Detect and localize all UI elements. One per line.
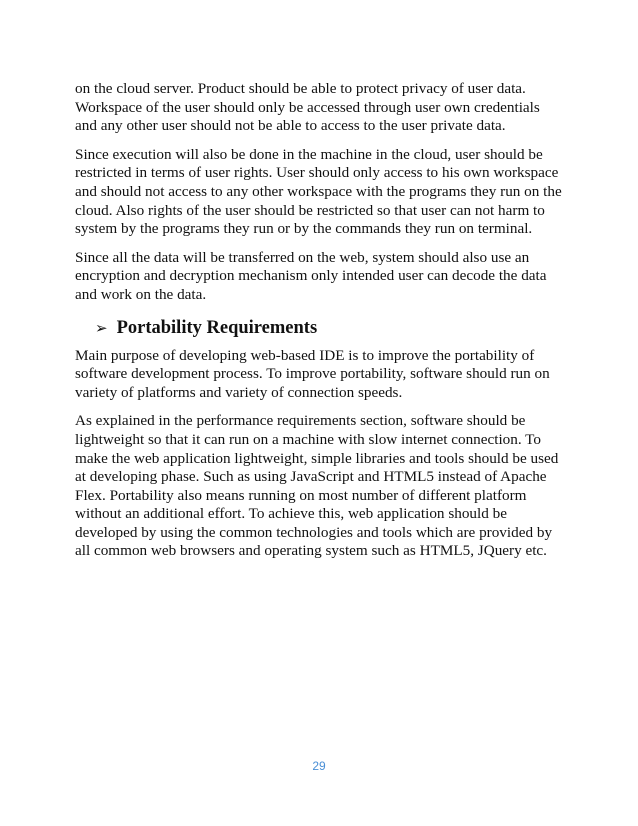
text-line: all common web browsers and operating system such as HTML5, JQuery etc. bbox=[75, 542, 547, 560]
page-content bbox=[75, 80, 567, 571]
text-line: cloud. Also rights of the user should be restricted so that user can not harm to bbox=[75, 201, 545, 219]
page-number: 29 bbox=[312, 759, 326, 773]
text-line: lightweight so that it can run on a machine with slow internet connection. To bbox=[75, 430, 541, 448]
arrow-bullet-icon: ➢ bbox=[95, 318, 108, 337]
text-line: and work on the data. bbox=[75, 285, 207, 303]
paragraph-user-rights bbox=[75, 146, 567, 239]
text-line: variety of platforms and variety of connection speeds. bbox=[75, 383, 403, 401]
paragraph-privacy bbox=[75, 80, 567, 136]
paragraph-lightweight bbox=[75, 412, 567, 561]
text-line: at developing phase. Such as using JavaScript and HTML5 instead of Apache bbox=[75, 468, 547, 486]
text-line: encryption and decryption mechanism only intended user can decode the data bbox=[75, 267, 547, 285]
paragraph-encryption bbox=[75, 249, 567, 305]
text-line: without an additional effort. To achieve this, web application should be bbox=[75, 505, 507, 523]
text-line: developed by using the common technologies and tools which are provided by bbox=[75, 523, 553, 541]
text-line: software development process. To improve portability, software should run on bbox=[75, 365, 550, 383]
paragraph-portability-purpose bbox=[75, 347, 567, 403]
text-line: As explained in the performance requirements section, software should be bbox=[75, 412, 526, 430]
text-line: on the cloud server. Product should be able to protect privacy of user data. bbox=[75, 80, 526, 97]
text-line: and should not access to any other workspace with the programs they run on the bbox=[75, 182, 562, 200]
text-line: and any other user should not be able to access to the user private data. bbox=[75, 117, 506, 135]
text-line: restricted in terms of user rights. User should only access to his own workspace bbox=[75, 164, 559, 182]
text-line: Flex. Portability also means running on most number of different platform bbox=[75, 486, 527, 504]
text-line: Since all the data will be transferred on the web, system should also use an bbox=[75, 248, 530, 266]
text-line: Main purpose of developing web-based IDE is to improve the portability of bbox=[75, 346, 535, 364]
text-line: Since execution will also be done in the machine in the cloud, user should be bbox=[75, 145, 543, 163]
text-line: Workspace of the user should only be accessed through user own credentials bbox=[75, 98, 540, 116]
section-title: Portability Requirements bbox=[116, 317, 318, 338]
text-line: make the web application lightweight, simple libraries and tools should be used bbox=[75, 449, 559, 467]
section-heading-portability bbox=[95, 317, 567, 339]
text-line: system by the programs they run or by the commands they run on terminal. bbox=[75, 220, 533, 238]
